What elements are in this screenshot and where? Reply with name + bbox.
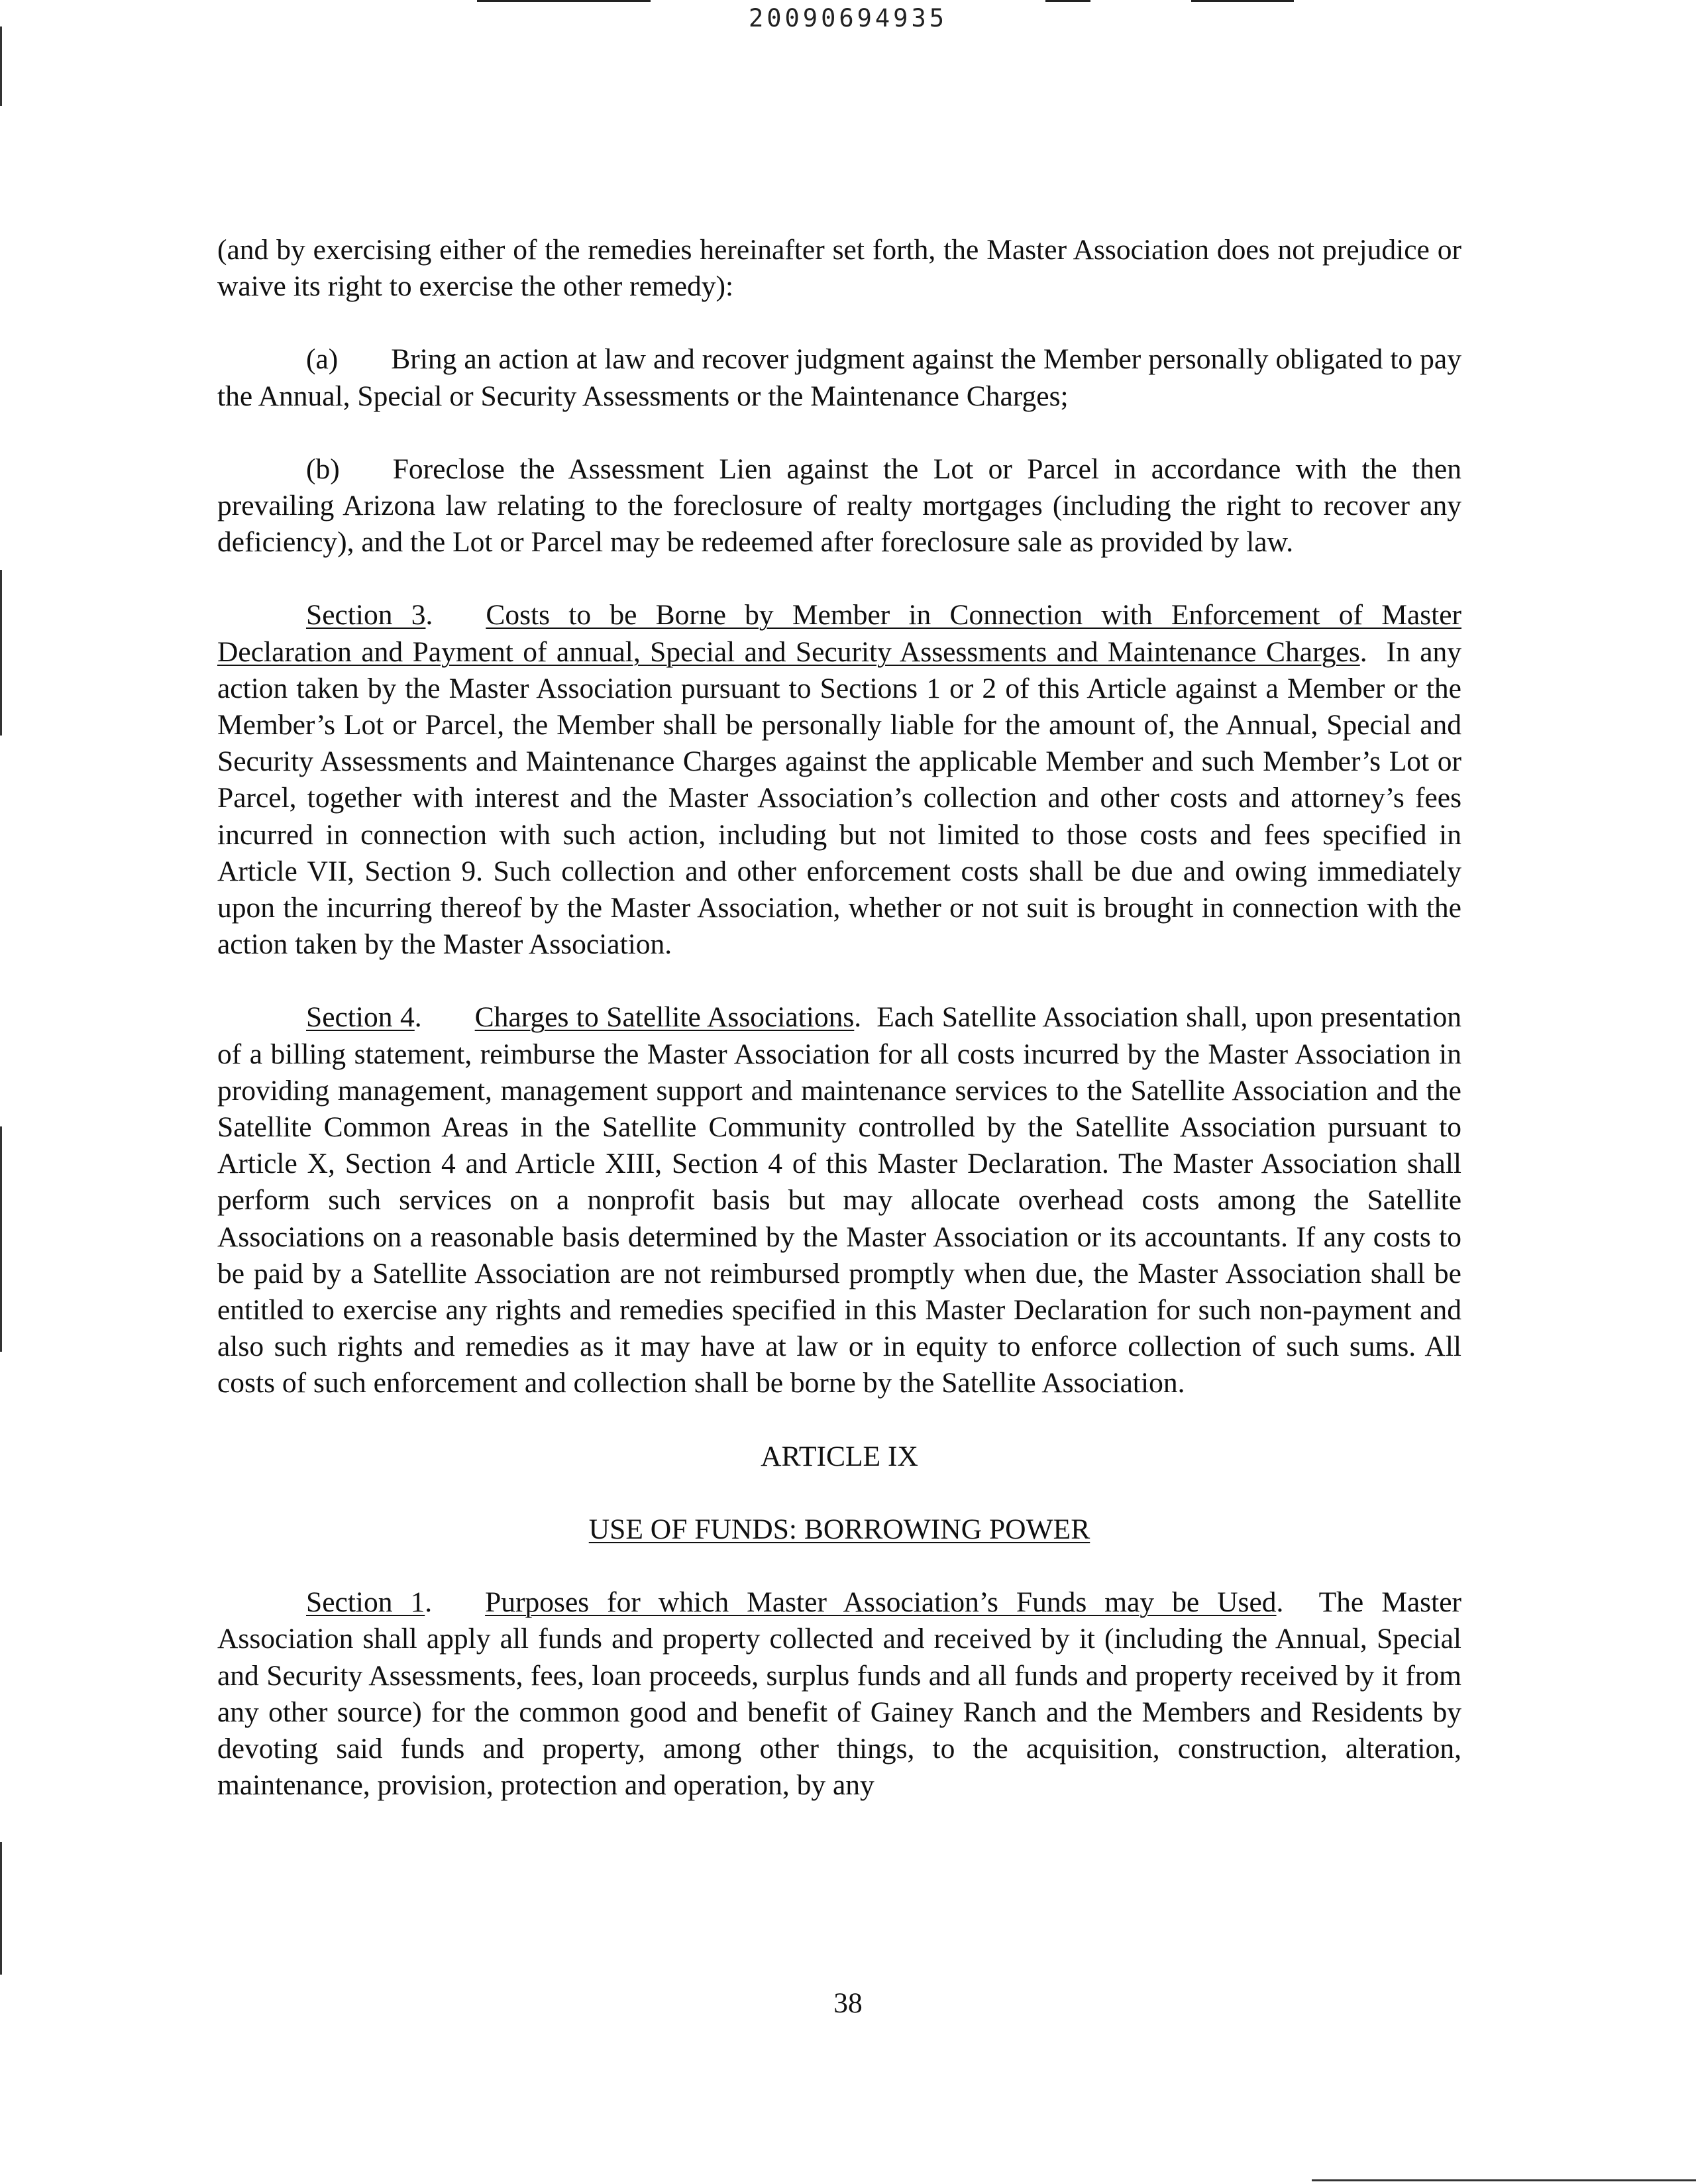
article-title bbox=[217, 1511, 1461, 1548]
section-3-paragraph: Section 3. Costs to be Borne by Member in Connection with Enforcement of Master Declaration and Payment of annual, Special and Security Assessments and Maintenance Charges. In any action taken by the Master Association pursuant to Sections 1 or 2 of this Article against a Member or the Member’s Lot or Parcel, the Member shall be personally liable for the amount of, the Annual, Special and Security Assessments and Maintenance Charges against the applicable Member and such Member’s Lot or Parcel, together with interest and the Master Association’s collection and other costs and attorney’s fees incurred in connection with such action, including but not limited to those costs and fees specified in Article VII, Section 9. Such collection and other enforcement costs shall be due and owing immediately upon the incurring thereof by the Master Association, whether or not suit is brought in connection with the action taken by the Master Association. bbox=[217, 599, 1462, 961]
intro-paragraph: (and by exercising either of the remedies hereinafter set forth, the Master Association does not prejudice or waive its right to exercise the other remedy): bbox=[217, 234, 1461, 303]
scan-edge-mark bbox=[0, 570, 2, 736]
document-body bbox=[217, 232, 1461, 1840]
section-3-text: In any action taken by the Master Association pursuant to Sections 1 or 2 of this Article against a Member or the Member’s Lot or Parcel, the Member shall be personally liable for the amount of, the Annual, Special and Security Assessments and Maintenance Charges against the applicable Member and such Member’s Lot or Parcel, together with interest and the Master Association’s collection and other costs and attorney’s fees incurred in connection with such action, including but not limited to those costs and fees specified in Article VII, Section 9. Such collection and other enforcement costs shall be due and owing immediately upon the incurring thereof by the Master Association, whether or not suit is brought in connection with the action taken by the Master Association. bbox=[217, 635, 1462, 961]
article-heading: ARTICLE IX bbox=[761, 1440, 918, 1472]
section-1-label: Section 1 bbox=[306, 1586, 425, 1619]
top-scan-rule bbox=[1191, 0, 1294, 2]
scan-edge-mark bbox=[0, 1126, 2, 1352]
scan-edge-mark bbox=[0, 1842, 2, 1975]
remedy-a-label: (a) bbox=[306, 343, 339, 376]
remedy-b-paragraph bbox=[217, 451, 1461, 561]
top-scan-rule bbox=[1045, 0, 1090, 2]
section-3-title: Costs to be Borne by Member in Connection with Enforcement of Master Declaration and Payment of annual, Special and Security Assessments and Maintenance Charges bbox=[217, 599, 1461, 668]
document-number: 20090694935 bbox=[748, 4, 948, 32]
remedy-a-paragraph bbox=[217, 341, 1461, 414]
remedy-a-text: Bring an action at law and recover judgment against the Member personally obligated to pay the Annual, Special or Security Assessments or the Maintenance Charges; bbox=[217, 343, 1461, 412]
remedy-b-label: (b) bbox=[306, 453, 340, 485]
section-4-paragraph: Section 4. Charges to Satellite Associations. Each Satellite Association shall, upon presentation of a billing statement, reimburse the Master Association for all costs incurred by the Master Association in providing management, management support and maintenance services to the Satellite Association and the Satellite Common Areas in the Satellite Community controlled by the Satellite Association pursuant to Article X, Section 4 and Article XIII, Section 4 of this Master Declaration. The Master Association shall perform such services on a nonprofit basis but may allocate overhead costs among the Satellite Associations on a reasonable basis determined by the Master Association or its accountants. If any costs to be paid by a Satellite Association are not reimbursed promptly when due, the Master Association shall be entitled to exercise any rights and remedies specified in this Master Declaration for such non-payment and also such rights and remedies as it may have at law or in equity to enforce collection of such sums. All costs of such enforcement and collection shall be borne by the Satellite Association. bbox=[217, 1001, 1461, 1399]
article-title-text: USE OF FUNDS: BORROWING POWER bbox=[588, 1513, 1090, 1545]
section-3-label: Section 3 bbox=[306, 599, 426, 631]
remedy-b-text: Foreclose the Assessment Lien against the Lot or Parcel in accordance with the then prevailing Arizona law relating to the foreclosure of realty mortgages (including the right to recover any deficiency), and the Lot or Parcel may be redeemed after foreclosure sale as provided by law. bbox=[217, 453, 1461, 559]
section-1-text: The Master Association shall apply all funds and property collected and received by it (including the Annual, Special and Security Assessments, fees, loan proceeds, surplus funds and all funds and property received by it from any other source) for the common good and benefit of Gainey Ranch and the Members and Residents by devoting said funds and property, among other things, to the acquisition, construction, alteration, maintenance, provision, protection and operation, by any bbox=[217, 1586, 1461, 1802]
section-1-title: Purposes for which Master Association’s Funds may be Used bbox=[485, 1586, 1277, 1619]
top-scan-rule bbox=[477, 0, 651, 2]
section-4-title: Charges to Satellite Associations bbox=[474, 1001, 855, 1034]
scan-edge-mark bbox=[0, 27, 2, 106]
section-1-paragraph: Section 1. Purposes for which Master Association’s Funds may be Used. The Master Association shall apply all funds and property collected and received by it (including the Annual, Special and Security Assessments, fees, loan proceeds, surplus funds and all funds and property received by it from any other source) for the common good and benefit of Gainey Ranch and the Members and Residents by devoting said funds and property, among other things, to the acquisition, construction, alteration, maintenance, provision, protection and operation, by any bbox=[217, 1586, 1461, 1802]
section-4-text: Each Satellite Association shall, upon presentation of a billing statement, reimburse the Master Association for all costs incurred by the Master Association in providing management, management support and maintenance services to the Satellite Association and the Satellite Common Areas in the Satellite Community controlled by the Satellite Association pursuant to Article X, Section 4 and Article XIII, Section 4 of this Master Declaration. The Master Association shall perform such services on a nonprofit basis but may allocate overhead costs among the Satellite Associations on a reasonable basis determined by the Master Association or its accountants. If any costs to be paid by a Satellite Association are not reimbursed promptly when due, the Master Association shall be entitled to exercise any rights and remedies specified in this Master Declaration for such non-payment and also such rights and remedies as it may have at law or in equity to enforce collection of such sums. All costs of such enforcement and collection shall be borne by the Satellite Association. bbox=[217, 1001, 1461, 1399]
page-number: 38 bbox=[833, 1987, 863, 2019]
section-4-label: Section 4 bbox=[306, 1001, 415, 1034]
bottom-scan-rule bbox=[1312, 2179, 1696, 2181]
